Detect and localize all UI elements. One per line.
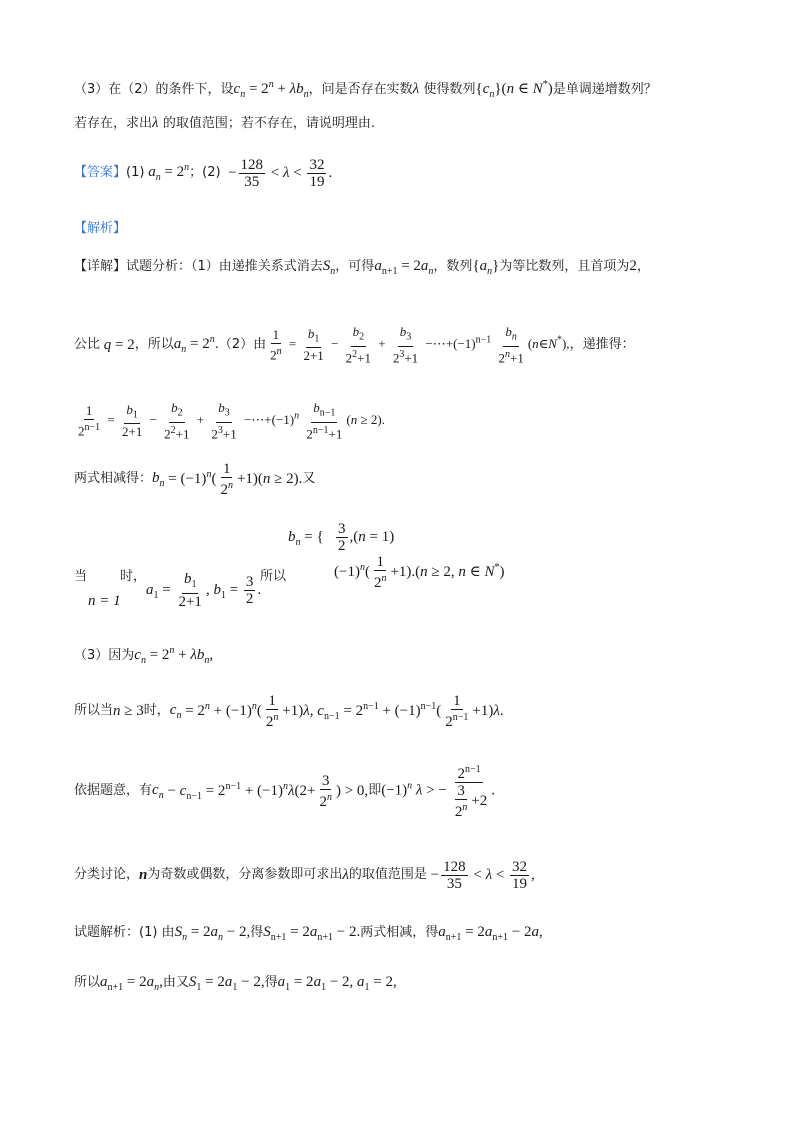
part3-text-f: 分类讨论， — [74, 867, 140, 882]
formula-seq-an: $\{a_n\}$ — [472, 258, 500, 277]
detail-line — [74, 256, 760, 282]
second-sum-line — [74, 398, 760, 444]
part3-text-a: （3）因为 — [74, 648, 135, 663]
formula-recur: $a_{n+1} = 2a_n$ — [374, 258, 434, 277]
part3-text-h: 的取值范围是 — [348, 867, 427, 882]
sol-text-a: 试题解析：(1) 由 — [74, 925, 175, 940]
subtract-text: 两式相减得： — [74, 471, 153, 486]
formula-difference: $c_n - c_{n-1} = 2^{n-1} + (-1)^n\lambda(2+$ $\frac{3}{2^n}$ ) > 0, — [152, 772, 369, 810]
formula-cn-expansion: $c_n = 2^n + (-1)^n$( $\frac{1}{2^n}$ +1)λ, $c_{n-1} = 2^{n-1} + (-1)^{n-1}$( $\frac{1}{2^{n-1}}$ +1)λ. — [169, 692, 504, 730]
formula-an1: $a_{n+1} = 2a_n$, — [100, 974, 163, 993]
formula-b-sum: $\frac{1}{2^n}$ = $\frac{b_1}{2+1}$ − $\frac{b_2}{2^2+1}$ + $\frac{b_3}{2^3+1}$ $-\cdots+(-1)^{n-1}$ $\frac{b_n}{2^n+1}$ (n∈N*), — [270, 324, 570, 365]
when-text-c: 所以 — [260, 569, 287, 584]
formula-S1: $S_1 = 2a_1 - 2$, — [188, 974, 265, 993]
ratio-line — [74, 322, 760, 368]
formula-n-ge-3: n ≥ 3 — [113, 703, 144, 719]
analysis-tag: 【解析】 — [74, 221, 127, 236]
formula-bn-general: $b_n = (-1)^n$( $\frac{1}{2^n}$ +1)(n ≥ 2). — [152, 460, 303, 498]
detail-text-f: ， — [636, 259, 650, 274]
answer-formula-1: $a_n = 2^n$ — [148, 162, 190, 183]
solution-line — [74, 922, 760, 948]
when-n: n = 1 — [88, 593, 121, 609]
detail-text-b: ，可得 — [335, 259, 375, 274]
sol-text-f: 得 — [264, 975, 278, 990]
formula-q: q = 2 — [103, 337, 135, 353]
q-text-3: 使得数列 — [423, 82, 476, 97]
according-line — [74, 758, 760, 824]
subtract-tail: 又 — [302, 471, 316, 486]
ratio-text-b: ，所以 — [134, 337, 174, 352]
part3-text-b: 所以当 — [74, 703, 114, 718]
q-text-2: ，问是否存在实数 — [308, 82, 413, 97]
answer-part-2: ；(2) — [189, 165, 221, 180]
when-block — [74, 521, 774, 615]
final-line — [74, 972, 760, 998]
lambda-symbol: λ — [412, 81, 420, 97]
part3-text-g: 为奇数或偶数，分离参数即可求出 — [147, 867, 343, 882]
question-line-2 — [74, 113, 760, 134]
formula-bn-piecewise: $b_n$ = { $\frac{3}{2}$ ,(n = 1) $(-1)^n$( $\frac{1}{2^n}$ +1).(n ≥ 2, n ∈ N*) — [288, 521, 505, 591]
sol-text-e: 由又 — [162, 975, 189, 990]
detail-text-d: 为等比数列，且首项为 — [499, 259, 630, 274]
formula-range: − $\frac{128}{35}$ < λ < $\frac{32}{19}$ , — [426, 858, 535, 892]
answer-formula-2: − $\frac{128}{35}$ < λ < $\frac{32}{19}$ . — [220, 156, 333, 190]
ratio-text-a: 公比 — [74, 337, 101, 352]
part3-line — [74, 641, 760, 671]
part3-text-d: 依据题意，有 — [74, 783, 153, 798]
answer-part-1: (1) — [126, 165, 145, 180]
ratio-text-c: .（2）由 — [214, 337, 267, 352]
formula-lambda-ineq: $(-1)^n$ λ > − $2^{n-1}$ $\frac{3}{2^n}$ +2 . — [381, 764, 496, 820]
sol-text-d: 所以 — [74, 975, 101, 990]
n3-line — [74, 688, 760, 734]
classify-line — [74, 852, 760, 898]
part3-text-e: 即 — [368, 783, 382, 798]
answer-line — [74, 148, 760, 198]
formula-b-sum-2: $\frac{1}{2^{n-1}}$ = $\frac{b_1}{2+1}$ − $\frac{b_2}{2^2+1}$ + $\frac{b_3}{2^3+1}$ $-\cdots+(-1)^n$ $\frac{b_{n-1}}{2^{n-1}+1}$ (n ≥ 2). — [78, 400, 385, 441]
sol-text-c: 两式相减，得 — [360, 925, 439, 940]
when-text-b: 时， — [120, 569, 147, 584]
subtract-line — [74, 456, 760, 502]
n-symbol: n — [139, 867, 148, 883]
formula-a-diff: $a_{n+1} = 2a_{n+1} - 2a$, — [438, 924, 543, 943]
q-text-6: 的取值范围；若不存在，请说明理由. — [162, 116, 375, 131]
formula-cn-again: $c_n = 2^n + \lambda b_n$, — [134, 645, 214, 666]
formula-a1-final: $a_1 = 2a_1 - 2$, $a_1 = 2$, — [277, 974, 397, 993]
q-text-1: （3）在（2）的条件下，设 — [74, 82, 234, 97]
ratio-text-d: ，递推得： — [569, 337, 635, 352]
q-text-5: 若存在，求出 — [74, 116, 153, 131]
answer-tag: 【答案】 — [74, 165, 127, 180]
detail-text-a: 试题分析：（1）由递推关系式消去 — [126, 259, 323, 274]
detail-text-c: ，数列 — [433, 259, 473, 274]
formula-seq-cn: $\{c_n\}(n$ ∈ N*) — [475, 79, 553, 100]
detail-first-term: 2 — [629, 258, 637, 274]
part3-text-c: 时， — [143, 703, 170, 718]
detail-tag: 【详解】 — [74, 259, 127, 274]
lambda-symbol: λ — [342, 867, 349, 883]
formula-a1: $a_1$ = $\frac{b_1}{2+1}$ , $b_1$ = $\frac{3}{2}$ . — [146, 571, 262, 610]
lambda-symbol: λ — [152, 115, 159, 131]
formula-an: $a_n = 2^n$ — [173, 334, 215, 355]
formula-cn-def: $c_n = 2^n + \lambda b_n$ — [233, 79, 309, 100]
analysis-line — [74, 218, 760, 239]
sol-text-b: 得 — [250, 925, 264, 940]
formula-Sn: $S_n$ — [322, 258, 336, 277]
question-line-1 — [74, 75, 760, 105]
formula-Sn-def: $S_n = 2a_n - 2$, — [174, 924, 251, 943]
formula-Sn1: $S_{n+1} = 2a_{n+1} - 2$. — [263, 924, 361, 943]
when-text-a: 当 — [74, 569, 88, 584]
q-text-4: 是单调递增数列？ — [552, 82, 657, 97]
